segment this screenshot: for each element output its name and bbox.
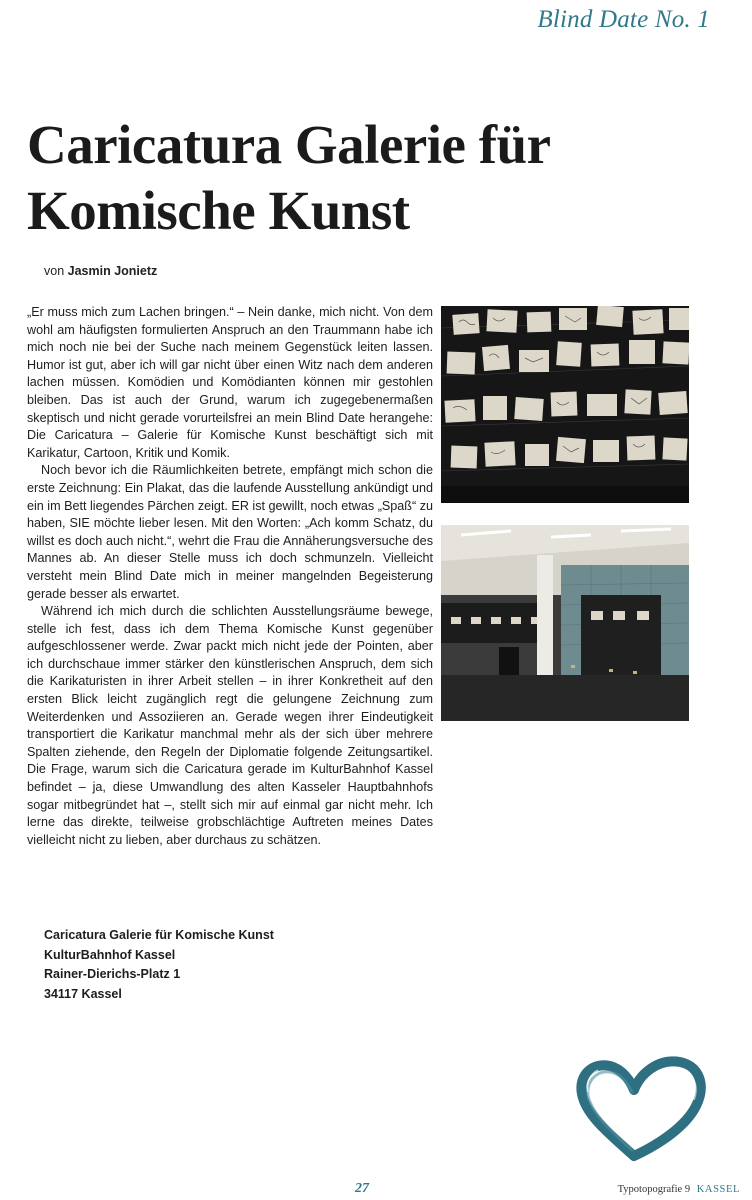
byline-prefix: von — [44, 264, 65, 278]
address-line-street: Rainer-Dierichs-Platz 1 — [44, 967, 181, 981]
publication-name: Typotopografie 9 — [617, 1184, 691, 1195]
byline — [44, 264, 157, 278]
exhibition-room-photo — [441, 525, 689, 721]
heart-icon — [572, 1052, 712, 1162]
address-line-city: 34117 Kassel — [44, 986, 122, 1001]
publication-city: KASSEL — [696, 1184, 740, 1195]
exhibition-room-illustration — [441, 525, 689, 721]
address-line-venue: KulturBahnhof Kassel — [44, 947, 176, 962]
gallery-wall-photo — [441, 306, 689, 503]
publication-footer — [618, 1184, 740, 1195]
article-title — [27, 112, 707, 244]
paragraph-3: Während ich mich durch die schlichten Ausstellungsräume bewege, stelle ich fest, dass ich dem Thema Komische Kunst gegenüber aufgeschlossener werde. Zwar packt mich nicht jede der Pointen, aber ich durchschaue immer stärker den künstlerischen Anspruch, dem sich die Karikaturisten in ihrer Arbeit stellen – in ihrer Konkretheit auf den ersten Blick leicht zugänglich regt die gelungene Zeichnung zum Weiterdenken und Assoziieren an. Gerade wegen ihrer Eindeutigkeit transportiert die Karikatur manchmal mehr als der sich über mehrere Spalten ziehende, den Regeln der Diplomatie folgende Zeitungsartikel. Die Frage, warum sich die Caricatura gerade im KulturBahnhof Kassel befindet – ja, diese Umwandlung des alten Kasseler Hauptbahnhofs sogar mitbegründet hat –, stellt sich mir auf einmal gar nicht mehr. Ich lerne das direkte, teilweise grobschlächtige Auftreten meines Dates vielleicht nicht zu lieben, aber durchaus zu schätzen. — [27, 604, 433, 847]
author-name: Jasmin Jonietz — [67, 264, 158, 278]
title-line-1: Caricatura Galerie für — [27, 114, 551, 175]
cartoon-wall-illustration — [441, 306, 689, 503]
series-title: Blind Date No. 1 — [537, 6, 710, 33]
address-block — [44, 926, 274, 1004]
address-line-name: Caricatura Galerie für Komische Kunst — [44, 928, 274, 942]
page-number: 27 — [355, 1181, 369, 1196]
title-line-2: Komische Kunst — [27, 180, 410, 241]
article-body — [27, 304, 433, 849]
paragraph-2: Noch bevor ich die Räumlichkeiten betrete, empfängt mich schon die erste Zeichnung: Ein Plakat, das die laufende Ausstellung ankündigt und ein im Bett liegendes Pärchen zeigt. ER ist gewillt, noch etwas „Spaß“ zu haben, SIE möchte lieber lesen. Mit den Worten: „Ach komm Schatz, du willst es doch auch nicht.“, wehrt die Frau die Annäherungsversuche des Mannes ab. An dieser Stelle muss ich doch schmunzeln. Vielleicht versteht mein Blind Date mich in meiner mangelnden Begeisterung gerade besser als erwartet. — [27, 463, 433, 601]
paragraph-1: „Er muss mich zum Lachen bringen.“ – Nein danke, mich nicht. Von dem wohl am häufigsten formulierten Anspruch an den Traummann habe ich mich noch nie bei der Suche nach meinem Gegenstück leiten lassen. Humor ist gut, aber ich will gar nicht über einen Witz nach dem anderen lachen müssen. Komödien und Komödianten können mir gestohlen bleiben. Das ist auch der Grund, warum ich zugegebenermaßen skeptisch und nicht gerade vorurteilsfrei an mein Blind Date herangehe: Die Caricatura – Galerie für Komische Kunst beschäftigt sich mit Karikatur, Cartoon, Kritik und Komik. — [27, 305, 433, 460]
